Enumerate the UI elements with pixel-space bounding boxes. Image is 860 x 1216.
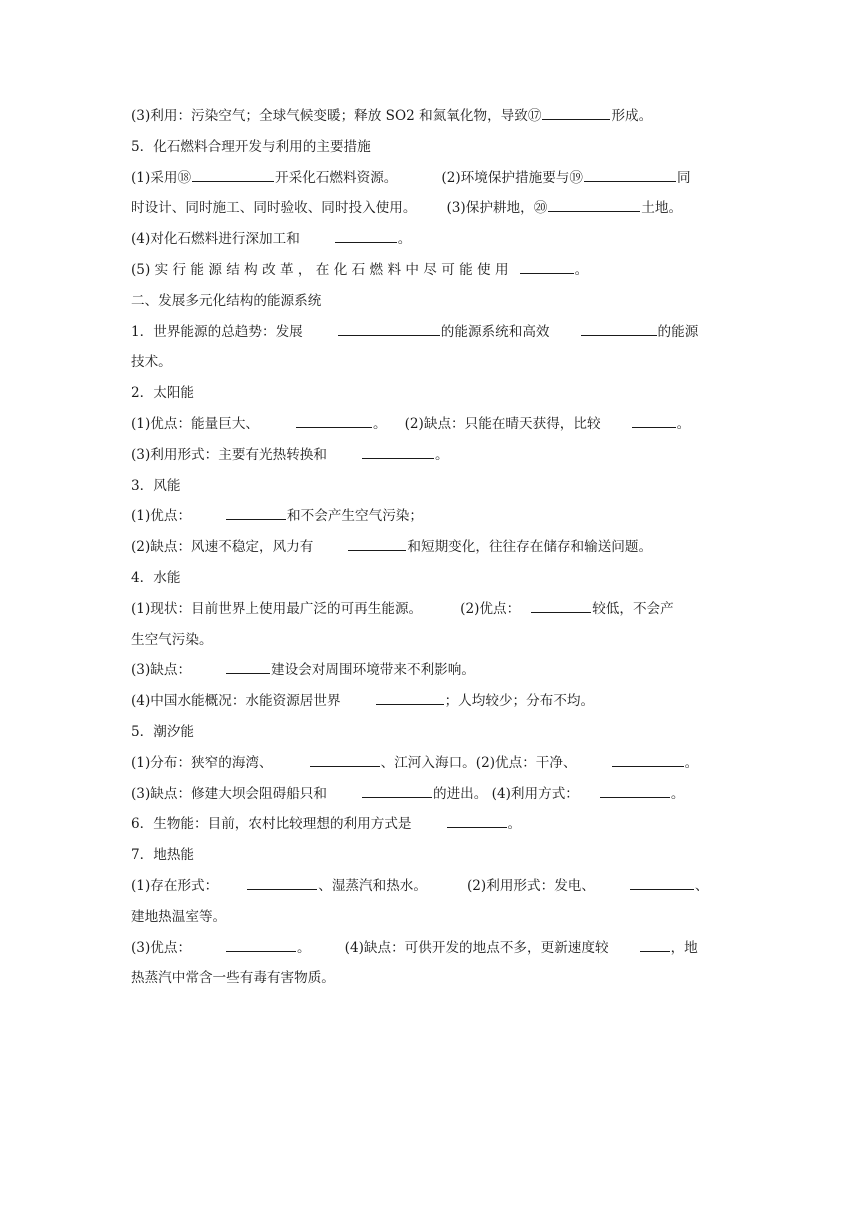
fill-blank[interactable] [348, 532, 406, 551]
text-line [131, 224, 731, 255]
text: 开采化石燃料资源。 [275, 169, 398, 186]
text: 。 [676, 415, 691, 432]
text: 形成。 [611, 108, 653, 124]
section-heading [131, 132, 731, 163]
text: 4．水能 [131, 569, 181, 586]
text: 的能源系统和高效 [440, 323, 550, 340]
fill-blank[interactable] [296, 409, 372, 428]
text: 5．潮汐能 [131, 723, 195, 740]
text: (1)采用⑱ [131, 169, 192, 186]
text: 、江河入海口。(2)优点：干净、 [380, 754, 577, 771]
text-line [131, 255, 731, 286]
fill-blank[interactable] [226, 501, 286, 520]
text: (1)现状：目前世界上使用最广泛的可再生能源。 [131, 600, 423, 617]
fill-blank[interactable] [338, 317, 440, 336]
fill-blank[interactable] [630, 871, 694, 890]
text: (4)缺点：可供开发的地点不多，更新速度较 [344, 939, 609, 956]
fill-blank[interactable] [548, 193, 640, 212]
text: (2)利用形式：发电、 [466, 877, 595, 894]
text: 和不会产生空气污染； [287, 508, 423, 525]
text: (3)缺点： [131, 662, 192, 679]
text: (3)利用形式：主要有光热转换和 [131, 446, 327, 463]
text: 。 [507, 816, 522, 833]
text: 建地热温室等。 [131, 908, 227, 925]
text: 时设计、同时施工、同时验收、同时投入使用。 [131, 200, 417, 217]
text-line [131, 409, 731, 440]
text: 生空气污染。 [131, 631, 213, 648]
text: 和短期变化，往往存在储存和输送问题。 [407, 539, 653, 556]
text: (1)存在形式： [131, 877, 219, 894]
text: 土地。 [641, 200, 683, 217]
text-line [131, 655, 731, 686]
text: (3)利用：污染空气；全球气候变暖；释放 SO2 和氮氧化物，导致⑰ [131, 108, 542, 124]
text: 3．风能 [131, 477, 181, 494]
text: 较低，不会产 [592, 600, 674, 617]
text: (4)中国水能概况：水能资源居世界 [131, 693, 341, 710]
text: (2)缺点：只能在晴天获得，比较 [404, 415, 601, 432]
section-heading [131, 471, 731, 502]
section-heading [131, 840, 731, 871]
text: 、 [695, 877, 709, 894]
text: (4)对化石燃料进行深加工和 [131, 231, 300, 248]
text-line [131, 748, 731, 779]
fill-blank[interactable] [192, 163, 274, 182]
text-line [131, 902, 731, 933]
text: 的进出。 (4)利用方式： [432, 785, 579, 802]
text: (2)缺点：风速不稳定，风力有 [131, 539, 314, 556]
fill-blank[interactable] [247, 871, 317, 890]
text: (3)保护耕地，⑳ [446, 200, 548, 217]
text: (3)优点： [131, 939, 192, 956]
text-line [131, 532, 731, 563]
text: 。 [297, 939, 311, 956]
fill-blank[interactable] [226, 933, 296, 952]
text: 。 [684, 754, 699, 771]
text-line [131, 440, 731, 471]
section-heading [131, 717, 731, 748]
text: (2)环境保护措施要与⑲ [441, 169, 583, 186]
fill-blank[interactable] [600, 779, 670, 798]
text: 7．地热能 [131, 847, 195, 864]
text-line [131, 347, 731, 378]
fill-blank[interactable] [362, 440, 434, 459]
text: 5．化石燃料合理开发与利用的主要措施 [131, 138, 371, 155]
text-line [131, 501, 731, 532]
text-line [131, 101, 731, 132]
text-line [131, 193, 731, 224]
text-line [131, 317, 731, 348]
text: 。 [373, 415, 387, 432]
text: 。 [397, 231, 412, 248]
text: 热蒸汽中常含一些有毒有害物质。 [131, 970, 335, 987]
text-line [131, 779, 731, 810]
section-heading [131, 286, 731, 317]
text-line [131, 686, 731, 717]
text-line [131, 594, 731, 625]
text: (5) 实 行 能 源 结 构 改 革 ， 在 化 石 燃 料 中 尽 可 能 使 用 [131, 261, 509, 278]
fill-blank[interactable] [362, 779, 432, 798]
fill-blank[interactable] [447, 809, 507, 828]
text-line [131, 163, 731, 194]
text: 2．太阳能 [131, 385, 195, 402]
fill-blank[interactable] [640, 933, 670, 952]
text: (1)优点：能量巨大、 [131, 415, 260, 432]
section-heading [131, 378, 731, 409]
fill-blank[interactable] [581, 317, 657, 336]
fill-blank[interactable] [584, 163, 676, 182]
fill-blank[interactable] [520, 255, 574, 274]
text: (2)优点： [460, 600, 521, 617]
document-page [131, 101, 731, 994]
fill-blank[interactable] [612, 748, 684, 767]
text: 。 [434, 446, 449, 463]
text: (1)优点： [131, 508, 192, 525]
text-line [131, 625, 731, 656]
text: 。 [670, 785, 685, 802]
text: 二、发展多元化结构的能源系统 [131, 292, 322, 309]
fill-blank[interactable] [632, 409, 676, 428]
fill-blank[interactable] [226, 655, 270, 674]
text: ；人均较少；分布不均。 [444, 693, 595, 710]
fill-blank[interactable] [335, 224, 397, 243]
text-line [131, 871, 731, 902]
text: ，地 [670, 939, 698, 956]
text-line [131, 963, 731, 994]
text: 1．世界能源的总趋势：发展 [131, 323, 303, 340]
fill-blank[interactable] [376, 686, 444, 705]
fill-blank[interactable] [542, 101, 610, 120]
text: 6．生物能：目前，农村比较理想的利用方式是 [131, 816, 412, 833]
fill-blank[interactable] [531, 594, 591, 613]
text: 的能源 [657, 323, 699, 340]
section-heading [131, 563, 731, 594]
text: 技术。 [131, 354, 172, 371]
text: 。 [574, 261, 589, 278]
text: 建设会对周围环境带来不利影响。 [271, 662, 475, 679]
text: (3)缺点：修建大坝会阻碍船只和 [131, 785, 327, 802]
text: 同 [677, 169, 691, 186]
text-line [131, 809, 731, 840]
fill-blank[interactable] [310, 748, 380, 767]
text-line [131, 933, 731, 964]
text: 、湿蒸汽和热水。 [318, 877, 427, 894]
text: (1)分布：狭窄的海湾、 [131, 754, 273, 771]
